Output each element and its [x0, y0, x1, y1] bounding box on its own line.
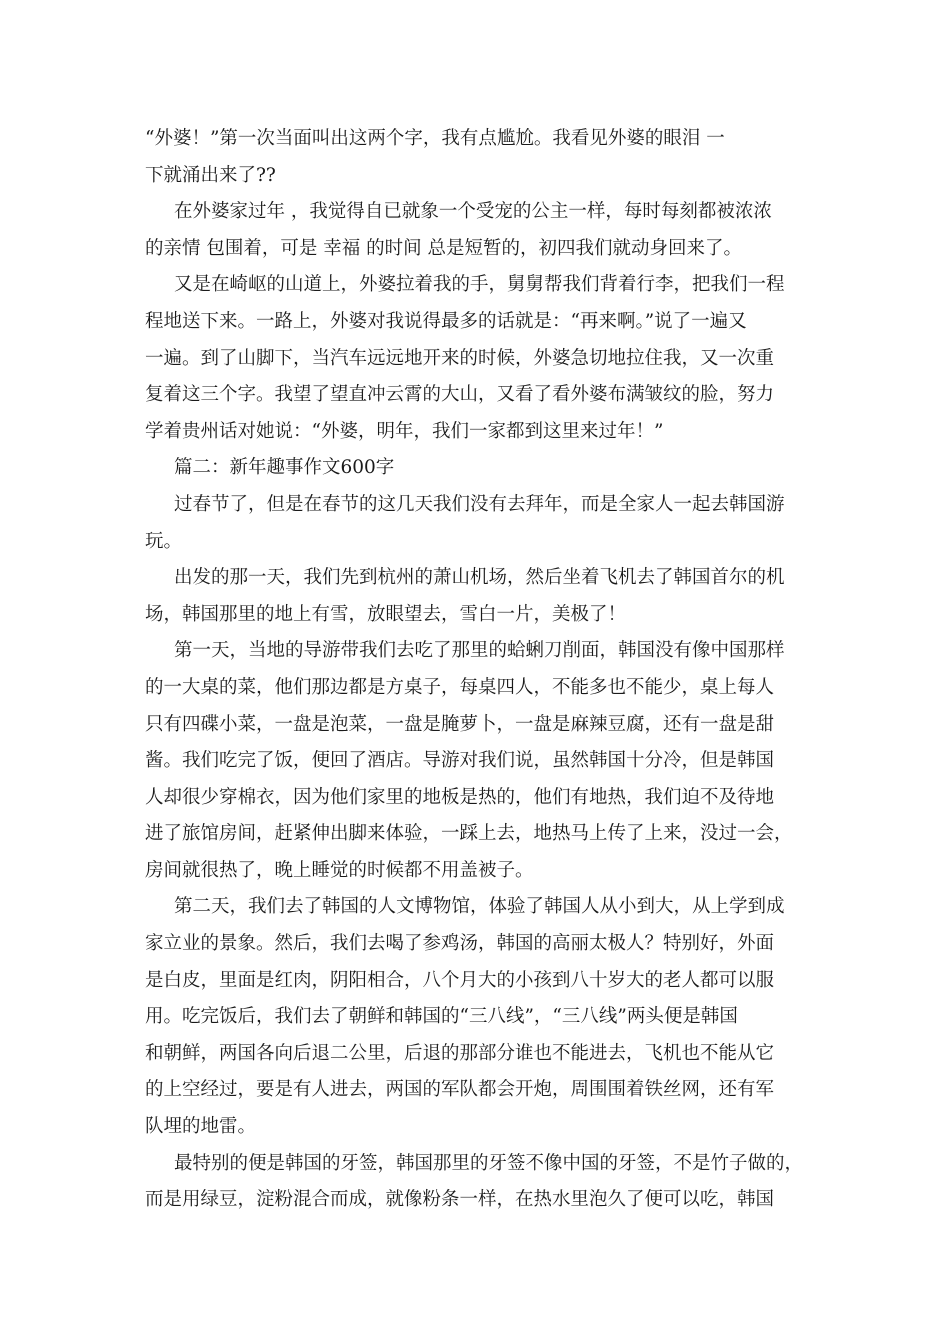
- section-heading: 篇二：新年趣事作文600字: [174, 457, 395, 479]
- text-line: 复着这三个字。我望了望直冲云霄的大山，又看了看外婆布满皱纹的脸，努力: [145, 384, 775, 406]
- text-line: 是白皮，里面是红肉，阴阳相合，八个月大的小孩到八十岁大的老人都可以服: [145, 969, 775, 991]
- text-line: “外婆！”第一次当面叫出这两个字，我有点尴尬。我看见外婆的眼泪 一: [145, 128, 725, 149]
- text-line: 而是用绿豆，淀粉混合而成，就像粉条一样，在热水里泡久了便可以吃，韩国: [145, 1189, 775, 1211]
- text-line: 房间就很热了，晚上睡觉的时候都不用盖被子。: [145, 859, 534, 881]
- text-line: 的上空经过，要是有人进去，两国的军队都会开炮，周围围着铁丝网，还有军: [145, 1079, 775, 1101]
- text-line: 过春节了，但是在春节的这几天我们没有去拜年，而是全家人一起去韩国游: [174, 493, 785, 515]
- text-line: 用。吃完饭后，我们去了朝鲜和韩国的“三八线”，“三八线”两头便是韩国: [145, 1006, 738, 1028]
- text-line: 一遍。到了山脚下，当汽车远远地开来的时候，外婆急切地拉住我，又一次重: [145, 347, 775, 369]
- text-line: 第一天，当地的导游带我们去吃了那里的蛤蜊刀削面，韩国没有像中国那样: [174, 640, 785, 662]
- text-line: 又是在崎岖的山道上，外婆拉着我的手，舅舅帮我们背着行李，把我们一程: [174, 274, 785, 296]
- text-line: 玩。: [145, 530, 183, 552]
- text-line: 只有四碟小菜，一盘是泡菜，一盘是腌萝卜，一盘是麻辣豆腐，还有一盘是甜: [145, 713, 775, 735]
- text-line: 程地送下来。一路上，外婆对我说得最多的话就是：“再来啊。”说了一遍又: [145, 310, 747, 332]
- text-line: 人却很少穿棉衣，因为他们家里的地板是热的，他们有地热，我们迫不及待地: [145, 786, 775, 808]
- text-line: 酱。我们吃完了饭，便回了酒店。导游对我们说，虽然韩国十分冷，但是韩国: [145, 750, 775, 772]
- text-line: 在外婆家过年 ，我觉得自已就象一个受宠的公主一样，每时每刻都被浓浓: [174, 201, 772, 223]
- text-line: 进了旅馆房间，赶紧伸出脚来体验，一踩上去，地热马上传了上来，没过一会，: [145, 823, 793, 845]
- text-line: 家立业的景象。然后，我们去喝了参鸡汤，韩国的高丽太极人？特别好，外面: [145, 933, 775, 955]
- text-line: 队埋的地雷。: [145, 1116, 257, 1138]
- text-line: 下就涌出来了??: [145, 164, 276, 186]
- text-line: 和朝鲜，两国各向后退二公里，后退的那部分谁也不能进去，飞机也不能从它: [145, 1042, 775, 1064]
- text-line: 的一大桌的菜，他们那边都是方桌子，每桌四人，不能多也不能少，桌上每人: [145, 676, 775, 698]
- text-line: 场，韩国那里的地上有雪，放眼望去，雪白一片，美极了！: [145, 603, 627, 625]
- text-line: 的亲情 包围着，可是 幸福 的时间 总是短暂的，初四我们就动身回来了。: [145, 237, 743, 259]
- text-line: 最特别的便是韩国的牙签，韩国那里的牙签不像中国的牙签，不是竹子做的，: [174, 1152, 804, 1174]
- text-line: 学着贵州话对她说：“外婆，明年，我们一家都到这里来过年！”: [145, 420, 664, 442]
- text-line: 出发的那一天，我们先到杭州的萧山机场，然后坐着飞机去了韩国首尔的机: [174, 567, 785, 589]
- text-line: 第二天，我们去了韩国的人文博物馆，体验了韩国人从小到大，从上学到成: [174, 896, 785, 918]
- document-body: [145, 121, 825, 1219]
